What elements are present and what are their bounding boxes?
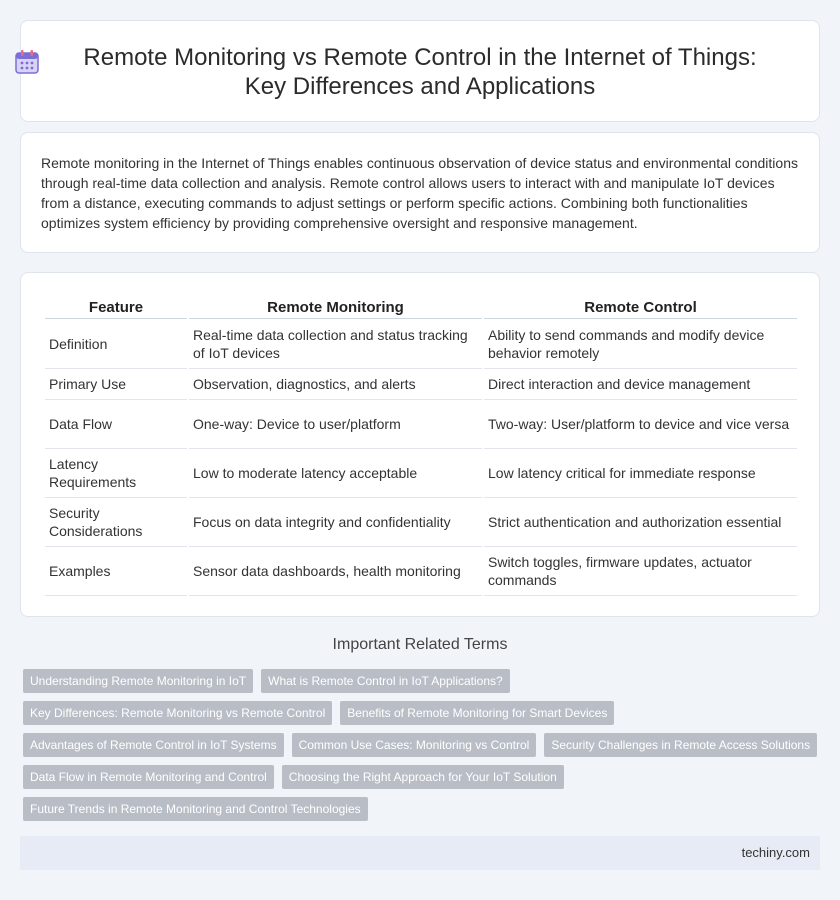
related-tag[interactable]: Key Differences: Remote Monitoring vs Remote Control bbox=[23, 701, 332, 725]
row-monitoring: Observation, diagnostics, and alerts bbox=[189, 369, 482, 400]
table-row bbox=[45, 547, 797, 596]
footer-bar bbox=[20, 836, 820, 870]
table-row bbox=[45, 400, 797, 449]
row-control: Ability to send commands and modify device behavior remotely bbox=[484, 319, 797, 369]
comparison-card bbox=[20, 272, 820, 617]
related-tag[interactable]: Advantages of Remote Control in IoT Systems bbox=[23, 733, 284, 757]
tag-row bbox=[23, 797, 823, 821]
header-card bbox=[20, 20, 820, 122]
row-control: Strict authentication and authorization essential bbox=[484, 498, 797, 547]
row-control: Two-way: User/platform to device and vice versa bbox=[484, 400, 797, 449]
table-header-row bbox=[45, 295, 797, 319]
header-remote-monitoring: Remote Monitoring bbox=[189, 295, 482, 319]
row-monitoring: One-way: Device to user/platform bbox=[189, 400, 482, 449]
row-feature: Latency Requirements bbox=[45, 449, 187, 498]
related-tag[interactable]: Choosing the Right Approach for Your IoT Solution bbox=[282, 765, 564, 789]
related-tag[interactable]: Understanding Remote Monitoring in IoT bbox=[23, 669, 253, 693]
title-wrap bbox=[61, 43, 779, 101]
row-control: Switch toggles, firmware updates, actuator commands bbox=[484, 547, 797, 596]
related-tag[interactable]: Common Use Cases: Monitoring vs Control bbox=[292, 733, 537, 757]
row-feature: Security Considerations bbox=[45, 498, 187, 547]
row-monitoring: Low to moderate latency acceptable bbox=[189, 449, 482, 498]
row-feature: Definition bbox=[45, 319, 187, 369]
row-control: Direct interaction and device management bbox=[484, 369, 797, 400]
related-tag[interactable]: Future Trends in Remote Monitoring and Control Technologies bbox=[23, 797, 368, 821]
table-row bbox=[45, 498, 797, 547]
row-feature: Data Flow bbox=[45, 400, 187, 449]
comparison-table bbox=[43, 295, 799, 596]
header-remote-control: Remote Control bbox=[484, 295, 797, 319]
table-row bbox=[45, 449, 797, 498]
related-tag[interactable]: Data Flow in Remote Monitoring and Control bbox=[23, 765, 274, 789]
intro-card bbox=[20, 132, 820, 253]
header-feature: Feature bbox=[45, 295, 187, 319]
table-row bbox=[45, 369, 797, 400]
footer-site-link[interactable]: techiny.com bbox=[741, 845, 810, 860]
related-tag[interactable]: Benefits of Remote Monitoring for Smart Devices bbox=[340, 701, 614, 725]
related-terms-title: Important Related Terms bbox=[332, 636, 508, 653]
row-monitoring: Real-time data collection and status tracking of IoT devices bbox=[189, 319, 482, 369]
table-row bbox=[45, 319, 797, 369]
related-tag[interactable]: What is Remote Control in IoT Applications? bbox=[261, 669, 510, 693]
row-feature: Primary Use bbox=[45, 369, 187, 400]
intro-paragraph: Remote monitoring in the Internet of Things enables continuous observation of device status and environmental conditions through real-time data collection and analysis. Remote control allows users to interact with and manipulate IoT devices from a distance, executing commands to adjust settings or perform specific actions. Combining both functionalities optimizes system efficiency by providing comprehensive oversight and responsive management. bbox=[41, 155, 798, 231]
row-control: Low latency critical for immediate response bbox=[484, 449, 797, 498]
tag-row bbox=[23, 669, 823, 693]
row-monitoring: Sensor data dashboards, health monitoring bbox=[189, 547, 482, 596]
related-tag[interactable]: Security Challenges in Remote Access Solutions bbox=[544, 733, 817, 757]
page-title: Remote Monitoring vs Remote Control in the Internet of Things: Key Differences and Applications bbox=[83, 44, 757, 100]
row-monitoring: Focus on data integrity and confidentiality bbox=[189, 498, 482, 547]
tag-row bbox=[23, 765, 823, 789]
related-terms-tags bbox=[23, 669, 823, 829]
calendar-icon bbox=[13, 48, 41, 76]
tag-row bbox=[23, 701, 823, 725]
row-feature: Examples bbox=[45, 547, 187, 596]
tag-row bbox=[23, 733, 823, 757]
